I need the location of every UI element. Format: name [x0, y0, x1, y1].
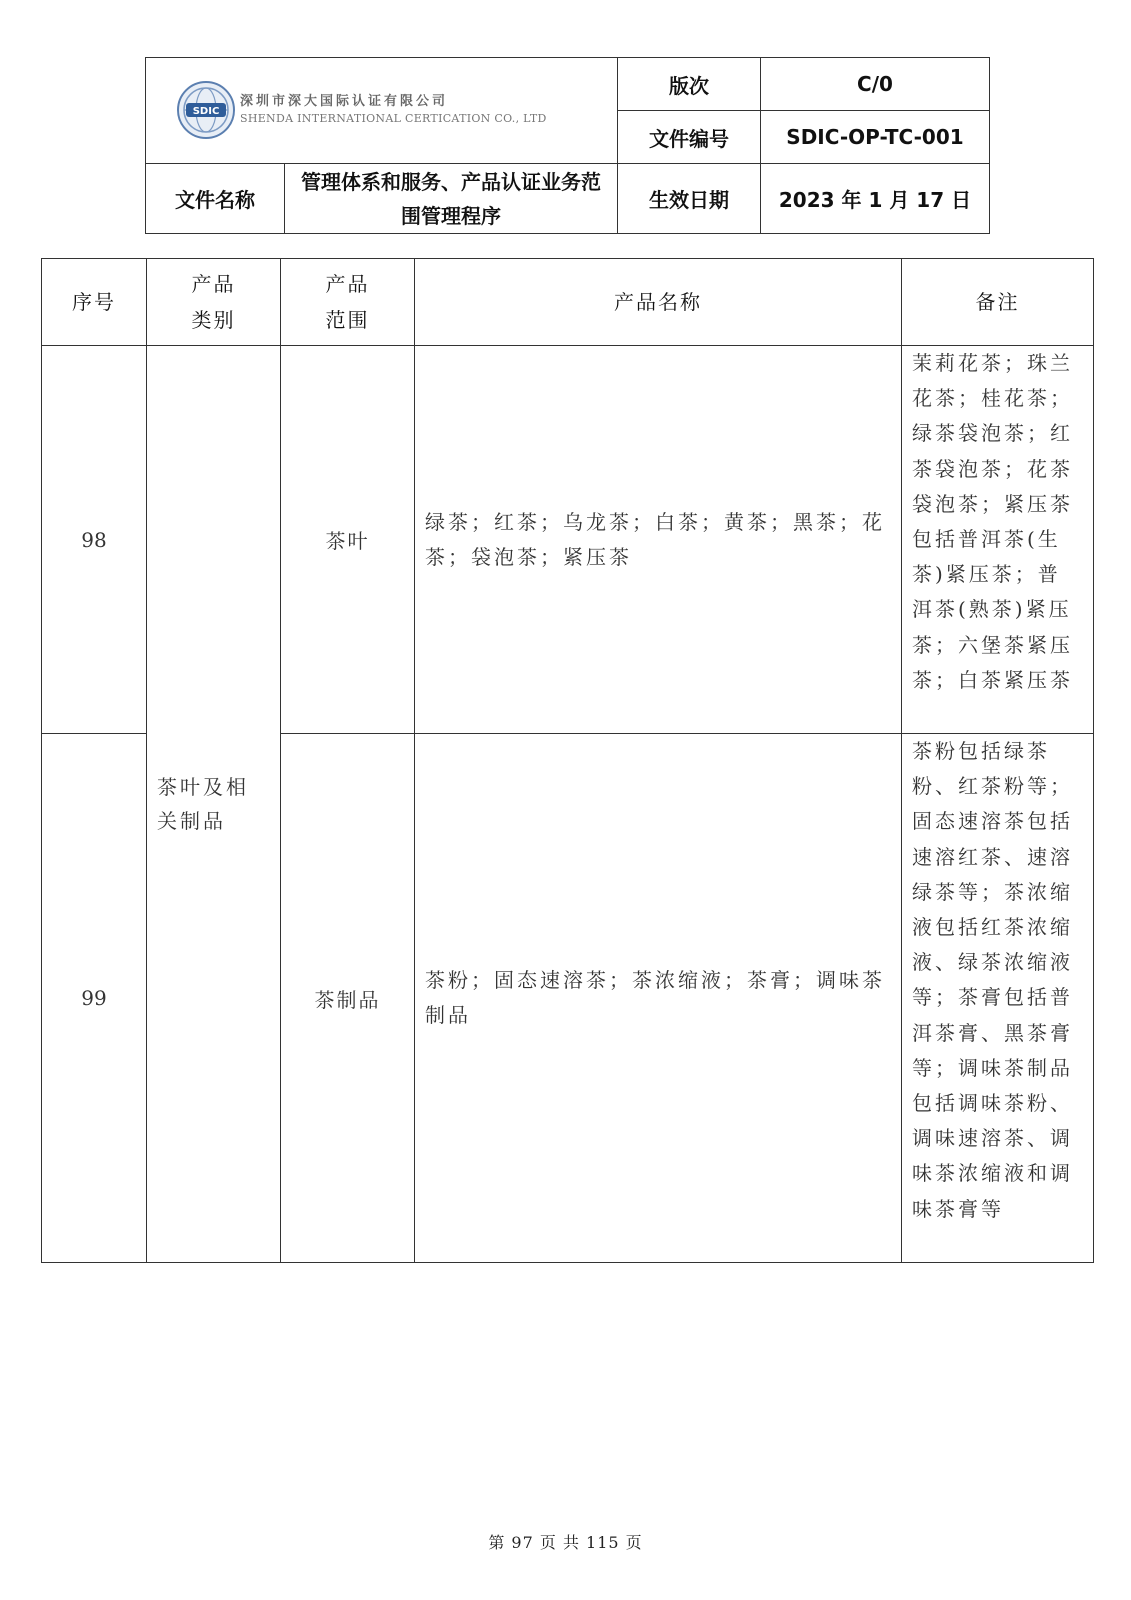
col-header-product-name: 产品名称	[415, 259, 902, 346]
effective-date-label: 生效日期	[618, 164, 761, 234]
company-logo-icon	[176, 80, 236, 140]
product-scope: 茶叶	[281, 346, 415, 734]
row-number: 98	[42, 346, 147, 734]
table-row	[42, 346, 1094, 734]
logo-text: SDIC	[192, 106, 220, 117]
document-header	[145, 57, 990, 234]
doc-name-value: 管理体系和服务、产品认证业务范围管理程序	[285, 164, 618, 234]
col-header-note: 备注	[902, 259, 1094, 346]
version-label: 版次	[618, 58, 761, 111]
row-number: 99	[42, 734, 147, 1263]
product-note: 茉莉花茶；珠兰花茶；桂花茶；绿茶袋泡茶；红茶袋泡茶；花茶袋泡茶；紧压茶包括普洱茶(生茶)紧压茶；普洱茶(熟茶)紧压茶；六堡茶紧压茶；白茶紧压茶	[902, 346, 1094, 734]
col-header-category: 产品 类别	[147, 259, 281, 346]
doc-no-label: 文件编号	[618, 111, 761, 164]
doc-no-value: SDIC-OP-TC-001	[761, 111, 990, 164]
product-scope-table	[41, 258, 1094, 1263]
col-header-no: 序号	[42, 259, 147, 346]
product-note: 茶粉包括绿茶粉、红茶粉等；固态速溶茶包括速溶红茶、速溶绿茶等；茶浓缩液包括红茶浓缩液、绿茶浓缩液等；茶膏包括普洱茶膏、黑茶膏等；调味茶制品包括调味茶粉、调味速溶茶、调味茶浓缩液和调味茶膏等	[902, 734, 1094, 1263]
product-category: 茶叶及相关制品	[147, 346, 281, 1263]
effective-date-value: 2023 年 1 月 17 日	[761, 164, 990, 234]
product-name: 绿茶；红茶；乌龙茶；白茶；黄茶；黑茶；花茶；袋泡茶；紧压茶	[415, 346, 902, 734]
company-name-en: SHENDA INTERNATIONAL CERTICATION CO., LTD	[240, 112, 547, 125]
table-header-row	[42, 259, 1094, 346]
col-header-scope: 产品 范围	[281, 259, 415, 346]
company-logo-cell	[146, 58, 618, 164]
product-name: 茶粉；固态速溶茶；茶浓缩液；茶膏；调味茶制品	[415, 734, 902, 1263]
doc-name-label: 文件名称	[146, 164, 285, 234]
product-scope: 茶制品	[281, 734, 415, 1263]
page-footer: 第 97 页 共 115 页	[488, 1533, 643, 1552]
version-value: C/0	[761, 58, 990, 111]
company-name-cn: 深圳市深大国际认证有限公司	[240, 94, 449, 109]
